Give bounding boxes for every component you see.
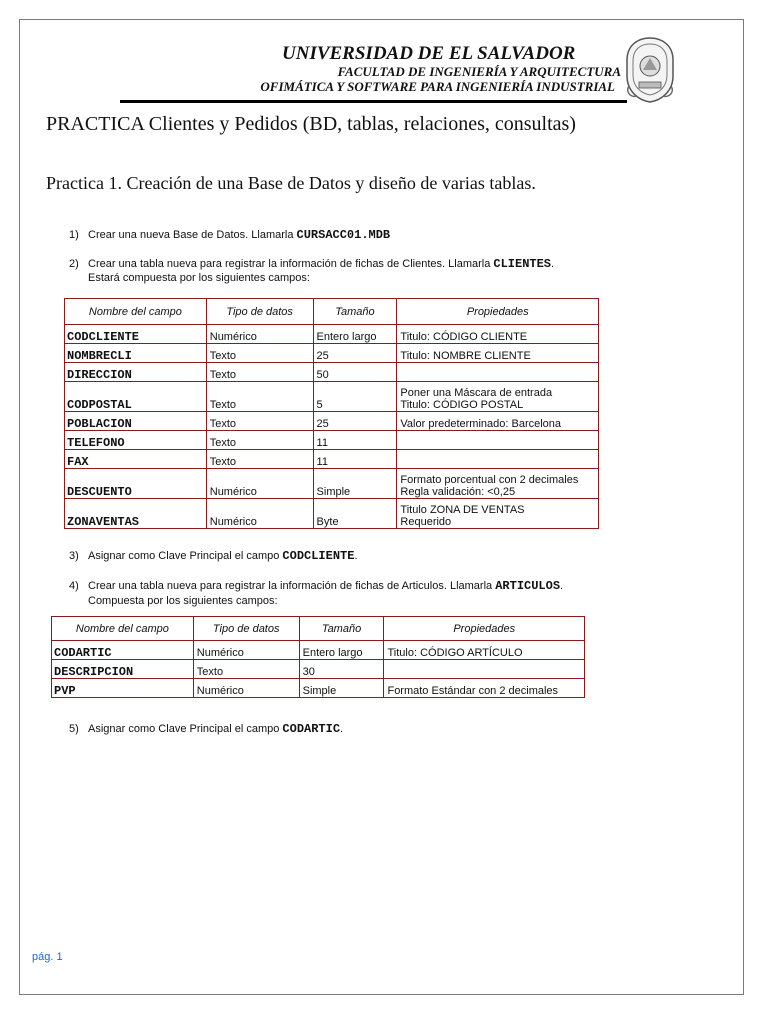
- step-text: Crear una nueva Base de Datos. Llamarla: [88, 229, 297, 241]
- data-type-cell: Numérico: [193, 641, 299, 660]
- table-row: [65, 499, 599, 529]
- data-type-cell: Texto: [206, 344, 313, 363]
- field-name-cell: TELEFONO: [65, 431, 207, 450]
- property-line: Titulo ZONA DE VENTAS: [400, 504, 525, 516]
- data-type-cell: Numérico: [193, 679, 299, 698]
- field-name-cell: POBLACION: [65, 412, 207, 431]
- property-line: Regla validación: <0,25: [400, 486, 516, 498]
- property-line: Formato Estándar con 2 decimales: [387, 685, 559, 697]
- field-name-cell: PVP: [52, 679, 194, 698]
- properties-cell: [397, 382, 599, 412]
- header-type: Tipo de datos: [206, 299, 313, 325]
- faculty-name: FACULTAD DE INGENIERÍA Y ARQUITECTURA: [337, 64, 621, 79]
- step-number: 2): [69, 258, 79, 270]
- step-number: 1): [69, 229, 79, 241]
- page-title: PRACTICA Clientes y Pedidos (BD, tablas, relaciones, consultas): [46, 113, 576, 135]
- property-line: Titulo: CÓDIGO CLIENTE: [400, 331, 528, 343]
- property-line: Poner una Máscara de entrada: [400, 387, 553, 399]
- table-header-row: [52, 617, 585, 641]
- field-name-cell: CODARTIC: [52, 641, 194, 660]
- step-end: .: [551, 258, 555, 270]
- properties-cell: [397, 450, 599, 469]
- header-size: Tamaño: [299, 617, 384, 641]
- step-number: 4): [69, 580, 79, 592]
- table-row: [65, 450, 599, 469]
- data-type-cell: Numérico: [206, 499, 313, 529]
- table-row: [65, 412, 599, 431]
- properties-cell: [397, 469, 599, 499]
- step-4-line-2: Compuesta por los siguientes campos:: [88, 595, 278, 607]
- properties-cell: [384, 660, 585, 679]
- size-cell: 11: [313, 450, 397, 469]
- step-end: .: [560, 580, 564, 592]
- data-type-cell: Numérico: [206, 469, 313, 499]
- articulos-table: [51, 616, 585, 698]
- field-name-cell: FAX: [65, 450, 207, 469]
- data-type-cell: Texto: [206, 431, 313, 450]
- step-end: .: [340, 723, 344, 735]
- step-text: Crear una tabla nueva para registrar la información de fichas de Clientes. Llamarla: [88, 258, 494, 270]
- header-field: Nombre del campo: [65, 299, 207, 325]
- header-props: Propiedades: [384, 617, 585, 641]
- step-1: [69, 229, 390, 242]
- step-text: Asignar como Clave Principal el campo: [88, 550, 283, 562]
- table-row: [65, 469, 599, 499]
- field-name-cell: CODCLIENTE: [65, 325, 207, 344]
- table-row: [65, 325, 599, 344]
- table-row: [65, 382, 599, 412]
- step-text: Crear una tabla nueva para registrar la información de fichas de Articulos. Llamarla: [88, 580, 496, 592]
- university-seal-icon: [623, 36, 677, 104]
- step-end: .: [354, 550, 358, 562]
- department-name: OFIMÁTICA Y SOFTWARE PARA INGENIERÍA INDUSTRIAL: [260, 79, 615, 94]
- step-2-line-2: Estará compuesta por los siguientes campos:: [88, 272, 310, 284]
- size-cell: Byte: [313, 499, 397, 529]
- table-header-row: [65, 299, 599, 325]
- table-row: [65, 363, 599, 382]
- data-type-cell: Texto: [206, 363, 313, 382]
- property-line: Titulo: CÓDIGO ARTÍCULO: [387, 647, 523, 659]
- property-line: Formato porcentual con 2 decimales: [400, 474, 579, 486]
- property-line: Titulo: NOMBRE CLIENTE: [400, 350, 531, 362]
- size-cell: 5: [313, 382, 397, 412]
- primary-key-field: CODCLIENTE: [282, 549, 355, 563]
- properties-cell: [397, 325, 599, 344]
- step-number: 3): [69, 550, 79, 562]
- step-4: [69, 580, 563, 593]
- page-number: pág. 1: [32, 951, 63, 963]
- db-name: CURSACC01.MDB: [296, 228, 391, 242]
- size-cell: Entero largo: [313, 325, 397, 344]
- practice-subtitle: Practica 1. Creación de una Base de Datos y diseño de varias tablas.: [46, 173, 536, 193]
- step-number: 5): [69, 723, 79, 735]
- table-name: CLIENTES: [493, 257, 551, 271]
- field-name-cell: ZONAVENTAS: [65, 499, 207, 529]
- clientes-table: [64, 298, 599, 529]
- step-3: [69, 550, 358, 563]
- step-2: [69, 258, 554, 271]
- table-row: [65, 431, 599, 450]
- size-cell: Simple: [313, 469, 397, 499]
- size-cell: 50: [313, 363, 397, 382]
- property-line: Requerido: [400, 516, 452, 528]
- primary-key-field: CODARTIC: [282, 722, 341, 736]
- size-cell: 25: [313, 412, 397, 431]
- size-cell: 25: [313, 344, 397, 363]
- size-cell: 11: [313, 431, 397, 450]
- field-name-cell: NOMBRECLI: [65, 344, 207, 363]
- property-line: Valor predeterminado: Barcelona: [400, 418, 562, 430]
- table-row: [52, 641, 585, 660]
- field-name-cell: DESCRIPCION: [52, 660, 194, 679]
- header-props: Propiedades: [397, 299, 599, 325]
- properties-cell: [397, 431, 599, 450]
- field-name-cell: DESCUENTO: [65, 469, 207, 499]
- step-text: Asignar como Clave Principal el campo: [88, 723, 283, 735]
- properties-cell: [397, 344, 599, 363]
- table-row: [52, 679, 585, 698]
- property-line: Titulo: CÓDIGO POSTAL: [400, 399, 524, 411]
- properties-cell: [384, 641, 585, 660]
- header-type: Tipo de datos: [193, 617, 299, 641]
- size-cell: Simple: [299, 679, 384, 698]
- properties-cell: [384, 679, 585, 698]
- properties-cell: [397, 499, 599, 529]
- table-name: ARTICULOS: [495, 579, 561, 593]
- properties-cell: [397, 363, 599, 382]
- data-type-cell: Texto: [206, 382, 313, 412]
- table-row: [52, 660, 585, 679]
- header-rule: [120, 100, 627, 103]
- properties-cell: [397, 412, 599, 431]
- field-name-cell: CODPOSTAL: [65, 382, 207, 412]
- size-cell: Entero largo: [299, 641, 384, 660]
- size-cell: 30: [299, 660, 384, 679]
- table-row: [65, 344, 599, 363]
- header-field: Nombre del campo: [52, 617, 194, 641]
- university-name: UNIVERSIDAD DE EL SALVADOR: [282, 43, 576, 64]
- step-5: [69, 723, 343, 736]
- header-size: Tamaño: [313, 299, 397, 325]
- data-type-cell: Numérico: [206, 325, 313, 344]
- data-type-cell: Texto: [206, 412, 313, 431]
- data-type-cell: Texto: [193, 660, 299, 679]
- field-name-cell: DIRECCION: [65, 363, 207, 382]
- data-type-cell: Texto: [206, 450, 313, 469]
